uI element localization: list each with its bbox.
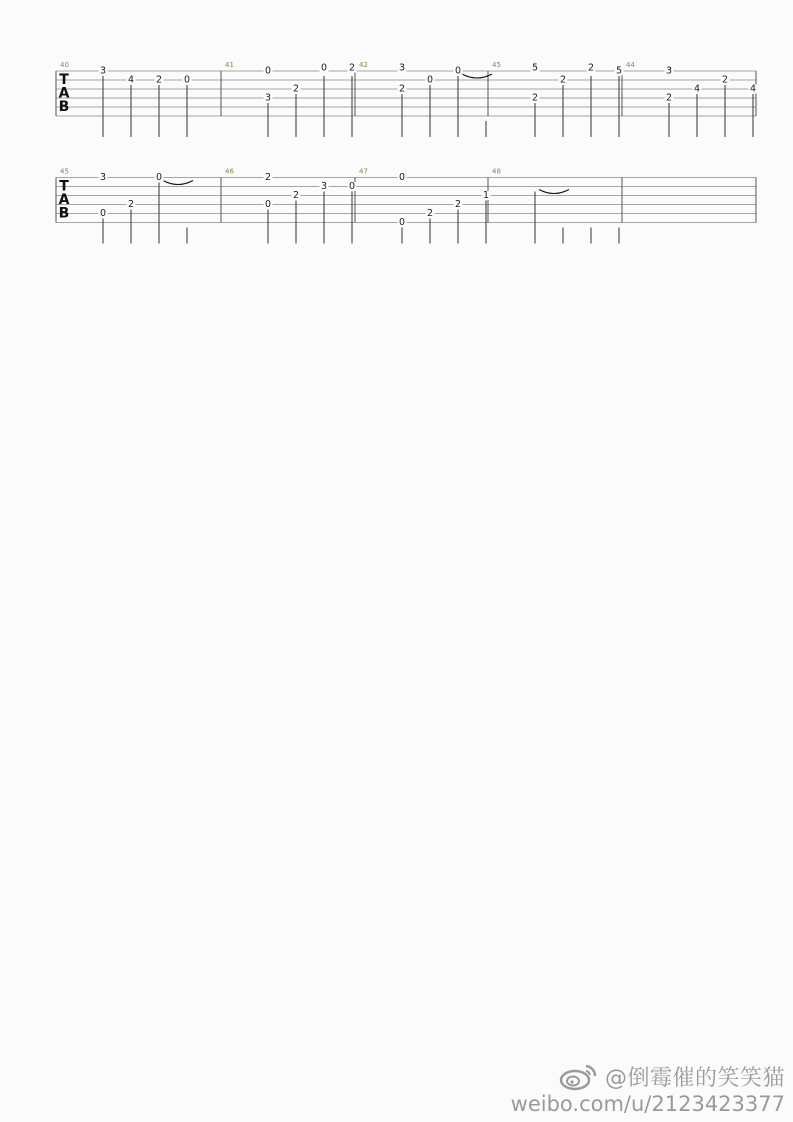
fret-number: 2 <box>155 74 163 86</box>
fret-number: 2 <box>531 92 539 104</box>
fret-number: 1 <box>482 190 490 201</box>
measure-number: 45 <box>60 167 69 176</box>
measure-number: 44 <box>626 61 635 69</box>
fret-number: 3 <box>398 62 406 74</box>
measure-number: 45 <box>492 61 501 69</box>
fret-number: 0 <box>426 74 434 86</box>
fret-number: 2 <box>398 83 406 95</box>
fret-number: 0 <box>99 208 107 219</box>
fret-number: 5 <box>531 62 539 74</box>
fret-number: 3 <box>665 65 673 77</box>
fret-number: 0 <box>183 74 191 86</box>
fret-number: 0 <box>398 172 406 183</box>
fret-number: 0 <box>155 172 163 183</box>
tab-clef-letter: A <box>58 85 70 102</box>
fret-number: 5 <box>615 65 623 77</box>
watermark-handle: @倒霉催的笑笑猫 <box>604 1066 785 1091</box>
fret-number: 2 <box>665 92 673 104</box>
fret-number: 4 <box>127 74 135 86</box>
fret-number: 0 <box>320 62 328 74</box>
fret-number: 3 <box>99 172 107 183</box>
watermark-url: weibo.com/u/2123423377 <box>510 1092 785 1116</box>
measure-number: 42 <box>359 61 368 69</box>
measure-number: 41 <box>225 61 234 69</box>
fret-number: 2 <box>721 74 729 86</box>
fret-number: 2 <box>426 208 434 219</box>
fret-number: 2 <box>264 172 272 183</box>
fret-number: 0 <box>264 199 272 210</box>
fret-number: 2 <box>348 62 356 74</box>
tab-clef-letter: B <box>58 99 70 115</box>
tab-clef-letter: T <box>59 72 69 88</box>
fret-number: 0 <box>398 217 406 228</box>
watermark <box>511 1066 785 1116</box>
fret-number: 2 <box>559 74 567 86</box>
fret-number: 2 <box>454 199 462 210</box>
fret-number: 0 <box>454 65 462 77</box>
tab-clef-letter: B <box>58 205 70 222</box>
fret-number: 2 <box>127 199 135 210</box>
measure-number: 40 <box>60 61 69 69</box>
fret-number: 2 <box>292 190 300 201</box>
weibo-logo-icon <box>558 1062 598 1092</box>
measure-number: 47 <box>359 167 368 176</box>
fret-number: 3 <box>99 65 107 77</box>
measure-number: 48 <box>492 167 501 176</box>
fret-number: 3 <box>264 92 272 104</box>
measure-number: 46 <box>225 167 234 176</box>
fret-number: 0 <box>264 65 272 77</box>
tie-arc <box>539 190 569 194</box>
fret-number: 3 <box>320 181 328 192</box>
fret-number: 0 <box>348 181 356 192</box>
fret-number: 2 <box>292 83 300 95</box>
tab-clef-letter: T <box>59 178 69 195</box>
tab-clef-letter: A <box>58 192 70 208</box>
fret-number: 4 <box>693 83 701 95</box>
fret-number: 4 <box>749 83 757 95</box>
fret-number: 2 <box>587 62 595 74</box>
tie-arc <box>163 181 193 185</box>
